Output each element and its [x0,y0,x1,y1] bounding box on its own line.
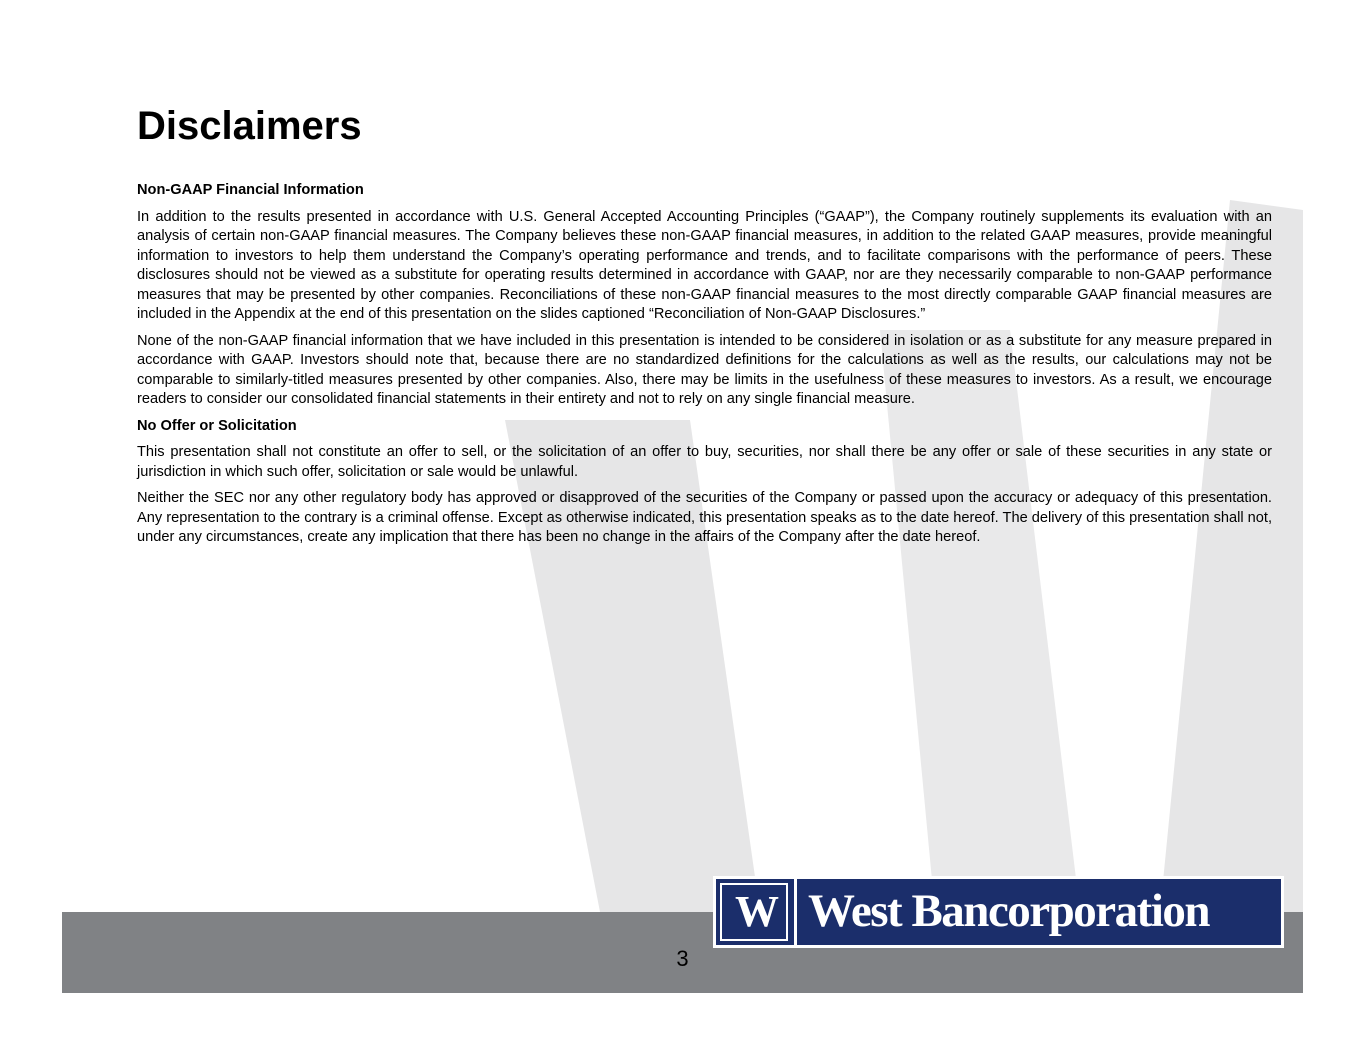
page-number: 3 [676,946,689,971]
page-title: Disclaimers [137,104,362,148]
logo-mark: W [735,887,773,936]
logo-background [716,879,1281,945]
logo-mark-box [720,883,788,941]
disclaimer-body [137,181,1272,555]
section-heading-no-offer: No Offer or Solicitation [137,417,297,434]
non-gaap-paragraph-1: In addition to the results presented in accordance with U.S. General Accepted Accounting Principles (“GAAP”), the Company routinely supplements its evaluation with an analysis of certain non-GAAP financial measures. The Company believes these non-GAAP financial measures, in addition to the related GAAP measures, provide meaningful information to investors to help them understand the Company’s operating performance and trends, and to facilitate comparisons with the performance of peers. These disclosures should not be viewed as a substitute for operating results determined in accordance with GAAP, nor are they necessarily comparable to non-GAAP performance measures that may be presented by other companies. Reconciliations of these non-GAAP financial measures to the most directly comparable GAAP financial measures are included in the Appendix at the end of this presentation on the slides captioned “Reconciliation of Non-GAAP Disclosures.” [137,208,1272,322]
west-bancorporation-logo [713,876,1284,948]
no-offer-paragraph-1: This presentation shall not constitute an offer to sell, or the solicitation of an offer to buy, securities, nor shall there be any offer or sale of these securities in any state or jurisdiction in which such offer, solicitation or sale would be unlawful. [137,444,1272,480]
logo-wordmark: West Bancorporation [808,885,1210,937]
logo-divider [794,879,797,945]
no-offer-paragraph-2: Neither the SEC nor any other regulatory body has approved or disapproved of the securities of the Company or passed upon the accuracy or adequacy of this presentation. Any representation to the contrary is a criminal offense. Except as otherwise indicated, this presentation speaks as to the date hereof. The delivery of this presentation shall not, under any circumstances, create any implication that there has been no change in the affairs of the Company after the date hereof. [137,490,1272,545]
non-gaap-paragraph-2: None of the non-GAAP financial information that we have included in this presentation is intended to be considered in isolation or as a substitute for any measure prepared in accordance with GAAP. Investors should note that, because there are no standardized definitions for the calculations as well as the results, our calculations may not be comparable to similarly-titled measures presented by other companies. Also, there may be limits in the usefulness of these measures to investors. As a result, we encourage readers to consider our consolidated financial statements in their entirety and not to rely on any single financial measure. [137,332,1272,407]
section-heading-non-gaap: Non-GAAP Financial Information [137,182,364,198]
